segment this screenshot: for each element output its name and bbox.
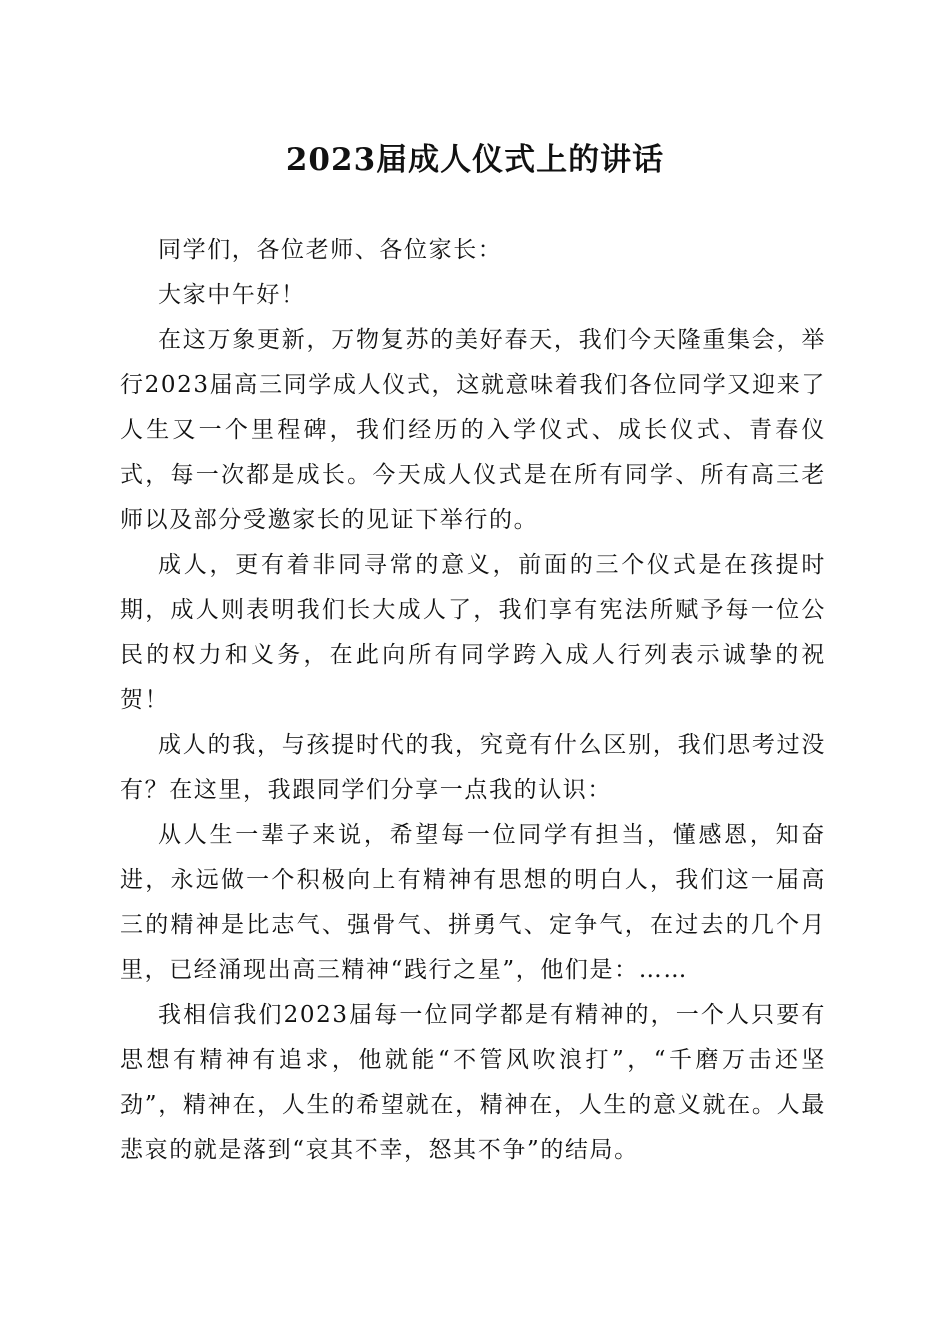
body-paragraph: 成人的我，与孩提时代的我，究竟有什么区别，我们思考过没有？在这里，我跟同学们分享一点我的认识： — [120, 732, 826, 803]
body-paragraph: 在这万象更新，万物复苏的美好春天，我们今天隆重集会，举行2023届高三同学成人仪式，这就意味着我们各位同学又迎来了人生又一个里程碑，我们经历的入学仪式、成长仪式、青春仪式，每一次都是成长。今天成人仪式是在所有同学、所有高三老师以及部分受邀家长的见证下举行的。 — [120, 327, 826, 533]
salutation-paragraph: 大家中午好！ — [158, 282, 306, 308]
body-paragraph: 我相信我们2023届每一位同学都是有精神的，一个人只要有思想有精神有追求，他就能“不管风吹浪打”，“千磨万击还坚劲”，精神在，人生的希望就在，精神在，人生的意义就在。人最悲哀的就是落到“哀其不幸，怒其不争”的结局。 — [120, 1002, 826, 1163]
document-body — [120, 228, 826, 1173]
body-paragraph: 从人生一辈子来说，希望每一位同学有担当，懂感恩，知奋进，永远做一个积极向上有精神有思想的明白人，我们这一届高三的精神是比志气、强骨气、拼勇气、定争气，在过去的几个月里，已经涌现出高三精神“践行之星”，他们是：…… — [120, 822, 826, 983]
body-paragraph: 成人，更有着非同寻常的意义，前面的三个仪式是在孩提时期，成人则表明我们长大成人了，我们享有宪法所赋予每一位公民的权力和义务，在此向所有同学跨入成人行列表示诚挚的祝贺！ — [120, 552, 826, 713]
document-title: 2023届成人仪式上的讲话 — [285, 142, 665, 178]
greeting-paragraph: 同学们，各位老师、各位家长： — [158, 237, 503, 263]
